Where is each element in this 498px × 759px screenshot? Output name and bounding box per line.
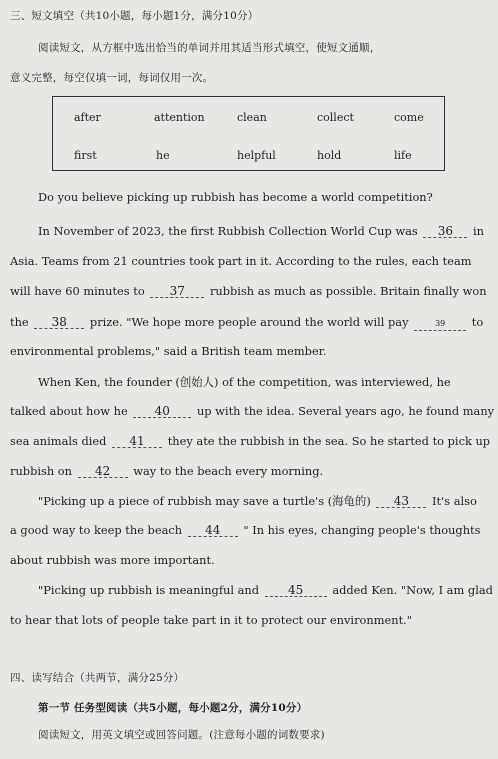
answer-blank-42[interactable]: 42 [78, 465, 128, 478]
word-box-item: first [74, 149, 97, 162]
passage-line: environmental problems," said a British team member. [10, 344, 327, 358]
passage-line: When Ken, the founder (创始人) of the competition, was interviewed, he [38, 375, 451, 389]
section3-instruction-2: 意义完整，每空仅填一词，每词仅用一次。 [10, 72, 214, 84]
passage-line: will have 60 minutes to 37 rubbish as much as possible. Britain finally won [10, 284, 487, 298]
passage-line: rubbish on 42 way to the beach every morning. [10, 464, 324, 478]
section4-heading: 四、读写结合（共两节，满分25分） [10, 672, 185, 684]
answer-blank-44[interactable]: 44 [188, 524, 238, 537]
passage-title: Do you believe picking up rubbish has become a world competition? [38, 190, 433, 204]
passage-line: Asia. Teams from 21 countries took part in it. According to the rules, each team [10, 254, 472, 268]
answer-blank-39[interactable]: 39 [414, 316, 466, 331]
answer-blank-38[interactable]: 38 [34, 316, 84, 329]
answer-blank-41[interactable]: 41 [112, 435, 162, 448]
answer-blank-36[interactable]: 36 [423, 225, 467, 238]
word-box-item: helpful [237, 149, 276, 162]
word-box-item: he [156, 149, 170, 162]
word-box-item: come [394, 111, 424, 124]
word-box-item: clean [237, 111, 267, 124]
answer-blank-40[interactable]: 40 [133, 405, 191, 418]
word-box-item: attention [154, 111, 205, 124]
word-box-item: after [74, 111, 101, 124]
passage-line: to hear that lots of people take part in it to protect our environment." [10, 613, 413, 627]
answer-blank-37[interactable]: 37 [150, 285, 204, 298]
section3-instruction-1: 阅读短文，从方框中选出恰当的单词并用其适当形式填空，使短文通顺， [38, 42, 381, 54]
word-box-item: hold [317, 149, 342, 162]
answer-blank-43[interactable]: 43 [376, 495, 426, 508]
passage-line: sea animals died 41 they ate the rubbish in the sea. So he started to pick up [10, 434, 491, 448]
passage-line: "Picking up a piece of rubbish may save a turtle's (海龟的) 43 It's also [38, 494, 477, 508]
passage-line: a good way to keep the beach 44 " In his eyes, changing people's thoughts [10, 523, 481, 537]
passage-line: "Picking up rubbish is meaningful and 45 added Ken. "Now, I am glad [38, 583, 493, 597]
word-box-item: collect [317, 111, 354, 124]
section3-heading: 三、短文填空（共10小题，每小题1分，满分10分） [10, 10, 259, 22]
passage-line: In November of 2023, the first Rubbish Collection World Cup was 36 in [38, 224, 484, 238]
passage-line: talked about how he 40 up with the idea. Several years ago, he found many [10, 404, 495, 418]
word-box-item: life [394, 149, 412, 162]
word-box [52, 96, 445, 171]
passage-line: about rubbish was more important. [10, 553, 215, 567]
passage-line: the 38 prize. "We hope more people around the world will pay 39 to [10, 315, 484, 329]
section4-subheading: 第一节 任务型阅读（共5小题，每小题2分，满分10分） [38, 702, 308, 714]
section4-instruction: 阅读短文，用英文填空或回答问题。(注意每小题的词数要求) [38, 729, 325, 741]
answer-blank-45[interactable]: 45 [265, 584, 327, 597]
